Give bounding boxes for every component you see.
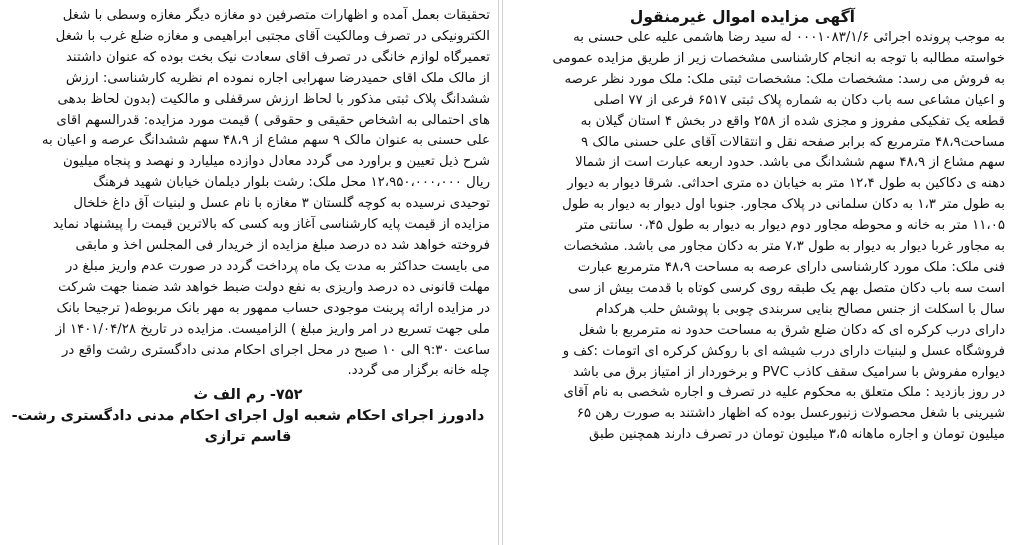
text-line: الکترونیکی در تصرف ومالکیت آقای مجتبی ابراهیمی و مغازه ضلع غرب با شغل bbox=[55, 28, 490, 44]
text-line: از مالک ملک اقای حمیدرضا سهرابی اجاره نموده ام نظریه کارشناسی: ارزش bbox=[65, 70, 490, 86]
text-line: تعمیرگاه لوازم خانگی در تصرف اقای سعادت نیک بخت بوده که عنوان داشتند bbox=[65, 49, 490, 65]
text-line: علی حسنی به عنوان مالک ۹ سهم مشاع از ۴۸،۹ سهم ششدانگ عرصه و اعیان به bbox=[41, 133, 490, 149]
text-line: ریال ۱۲،۹۵۰،۰۰۰،۰۰۰ محل ملک: رشت بلوار دیلمان خیابان شهید فرهنگ bbox=[93, 175, 490, 191]
text-line: شیرینی با شغل محصولات زنبورعسل بوده که اظهار داشتند به صورت رهن ۶۵ bbox=[576, 406, 1005, 422]
text-line: ساعت ۹:۳۰ الی ۱۰ صبح در محل اجرای احکام مدنی دادگستری رشت واقع در bbox=[62, 342, 490, 358]
text-line: خواسته مطالبه با توجه به انجام کارشناسی مشخصات زیر از طریق مزایده عمومی bbox=[552, 50, 1005, 66]
text-line: مساحت۴۸،۹ مترمربع که برابر صفحه نقل و انتقالات آقای علی حسنی مالک ۹ bbox=[580, 134, 1005, 150]
text-line: های احتمالی به اشخاص حقیقی و حقوقی ) قیمت مورد مزایده: قدرالسهم اقای bbox=[56, 112, 490, 128]
text-line: فنی ملک: ملک مورد کارشناسی دارای عرصه به مساحت ۴۸،۹ مترمربع عبارت bbox=[577, 259, 1005, 275]
column-divider bbox=[498, 0, 503, 545]
text-line: ۱۱،۰۵ متر به خانه و محوطه مجاور دوم دیوار به دیوار به طول ۰،۴۵ سانتی متر bbox=[576, 218, 1005, 234]
reference-code: ۷۵۲- رم الف ث bbox=[193, 387, 303, 404]
text-line: دارای درب کرکره ای که دکان ضلع شرق به مساحت حدود نه مترمربع با شغل bbox=[578, 322, 1005, 338]
right-column bbox=[501, 0, 1013, 545]
signatory-office: دادورز اجرای احکام شعبه اول اجرای احکام مدنی دادگستری رشت- bbox=[11, 408, 485, 425]
text-line: شرح ذیل تعیین و براورد می گردد معادل دوازده میلیارد و نهصد و پنجاه میلیون bbox=[63, 154, 490, 170]
signatory-name: قاسم ترازی bbox=[204, 429, 292, 446]
text-line: دیواره مفروش با سرامیک سقف کاذب PVC و برخوردار از امتیاز برق می باشد bbox=[572, 364, 1005, 380]
text-line: سال با اسکلت از جنس مصالح بنایی سربندی چوبی با پوشش حلب هرکدام bbox=[595, 301, 1005, 317]
left-column bbox=[0, 0, 498, 545]
text-line: سهم مشاع از ۴۸،۹ سهم ششدانگ می باشد. حدود اربعه عبارت است از شمالا bbox=[575, 155, 1005, 171]
text-line: تحقیقات بعمل آمده و اظهارات متصرفین دو مغازه دیگر مغازه وسطی با شغل bbox=[62, 8, 490, 23]
text-line: میلیون تومان و اجاره ماهانه ۳،۵ میلیون تومان در تصرف دارند همچنین طبق bbox=[588, 427, 1005, 443]
text-line: در مزایده ارائه پرینت موجودی حساب ممهور به مهر بانک مربوطه( ترجیحا بانک bbox=[56, 300, 490, 316]
right-column-text bbox=[507, 28, 1005, 446]
text-line: قطعه یک تفکیکی مفروز و مجزی شده از ۲۵۸ واقع در بخش ۴ استان گیلان به bbox=[580, 113, 1005, 129]
text-line: ششدانگ پلاک ثبتی مذکور با لحاظ ارزش سرقفلی و مالکیت (بدون لحاظ بدهی bbox=[57, 91, 490, 107]
text-line: به فروش می رسد: مشخصات ملک: مشخصات ثبتی ملک: ملک مورد نظر عرصه bbox=[564, 71, 1005, 87]
text-line: فروخته خواهد شد ده درصد مبلغ مزایده از خریدار فی المجلس اخذ و مابقی bbox=[75, 237, 490, 253]
notice-title: آگهی مزایده اموال غیرمنقول bbox=[629, 8, 855, 26]
text-line: است سه باب دکان متصل بهم یک طبقه روی کرسی کوتاه با قدمت بیش از سی bbox=[568, 280, 1005, 296]
text-line: دهنه ی دکاکین به طول ۱۲،۴ متر به خیابان ده متری احداثی. شرقا دیوار به دیوار bbox=[567, 176, 1005, 192]
text-line: در روز بازدید : ملک متعلق به محکوم علیه در تصرف و اجاره شخصی به نام آقای bbox=[563, 385, 1005, 401]
text-line: به موجب پرونده اجرائی ۰۰۰۱۰۸۳/۱/۶ له سید رضا هاشمی علیه علی حسنی به bbox=[573, 30, 1005, 45]
text-line: مهلت قانونی ده درصد واریزی به نفع دولت ضبط خواهد شد ضمنا جهت شرکت bbox=[58, 279, 490, 295]
text-line: به طول متر ۱،۳ به دکان سلمانی در پلاک مجاور. جنوبا اول دیوار به دیوار به طول bbox=[562, 197, 1005, 213]
text-line: و اعیان مشاعی سه باب دکان به شماره پلاک ثبتی ۶۵۱۷ فرعی از ۷۷ اصلی bbox=[593, 92, 1005, 108]
text-line: مزایده از قیمت پایه کارشناسی آغاز وبه کسی که بالاترین قیمت را پیشنهاد نماید bbox=[52, 217, 490, 233]
text-line: ملی جهت تسریع در امر واریز مبلغ ) الزامیست. مزایده در تاریخ ۱۴۰۱/۰۴/۲۸ از bbox=[55, 321, 490, 337]
text-line: به مجاور غربا دیوار به دیوار به طول ۷،۳ متر به دکان مجاور می باشد. مشخصات bbox=[563, 239, 1005, 255]
left-column-text bbox=[6, 6, 490, 382]
text-line: توحیدی نرسیده به کوچه گلستان ۳ مغازه با نام عسل و لبنیات آق داغ خلخال bbox=[73, 196, 490, 212]
text-line: چله خانه برگزار می گردد. bbox=[347, 363, 490, 379]
text-line: می بایست حداکثر به مدت یک ماه پرداخت گردد در صورت عدم واریز مبلغ در bbox=[65, 258, 490, 274]
text-line: فروشگاه عسل و لبنیات دارای درب شیشه ای با روکش کرکره ای اتومات :کف و bbox=[562, 343, 1005, 359]
